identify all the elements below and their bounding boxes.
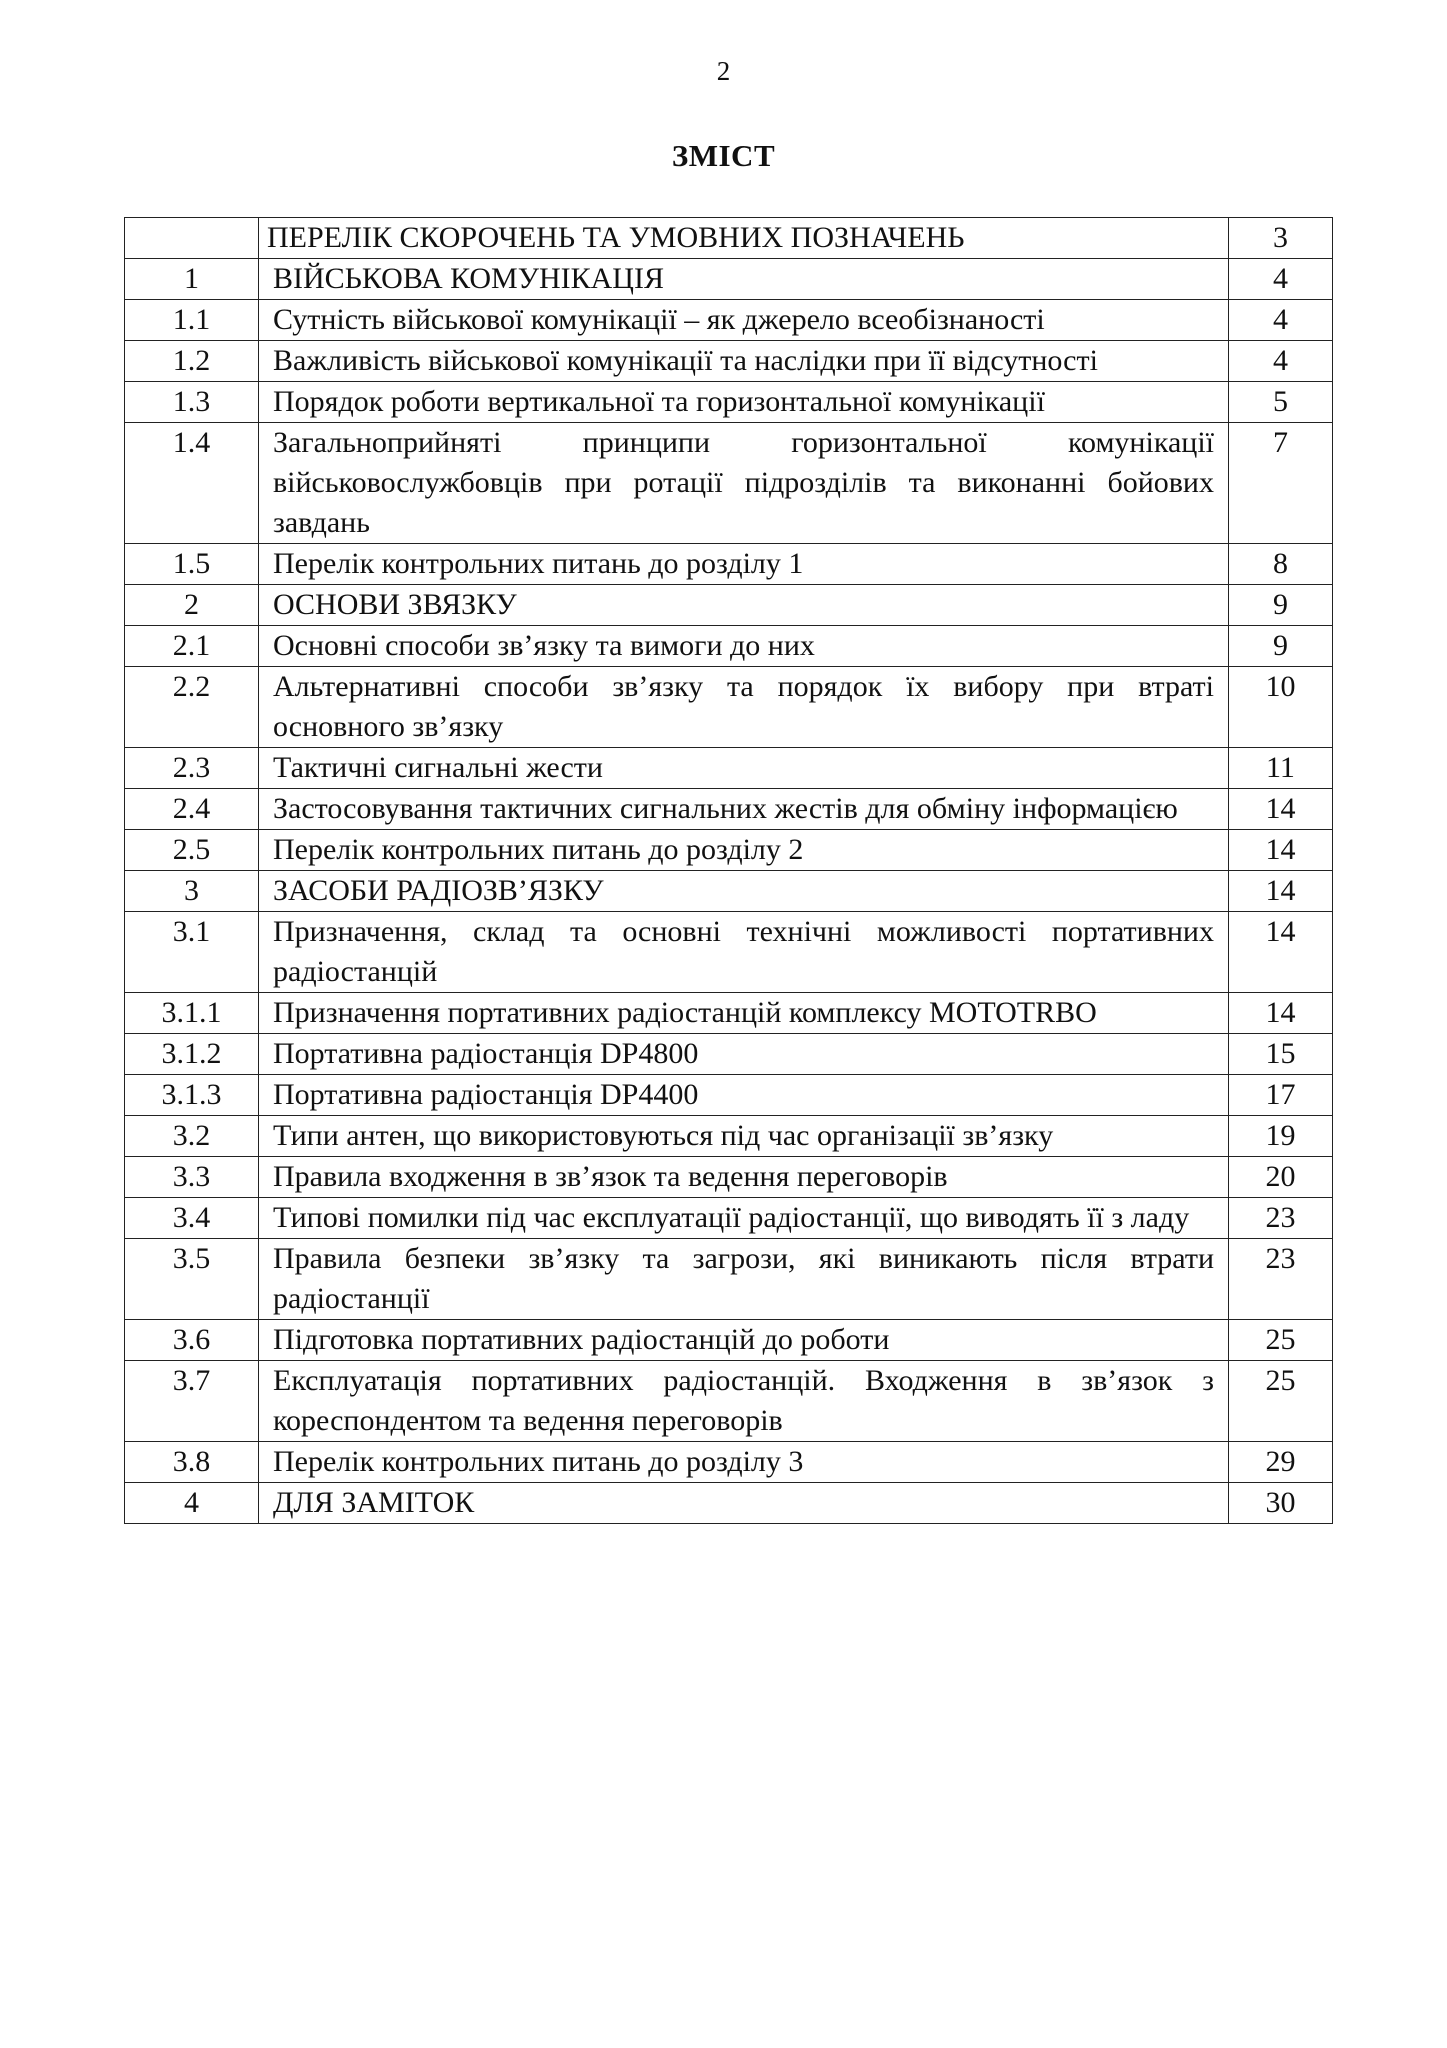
toc-page-number: 30: [1229, 1483, 1333, 1524]
toc-section-number: 1.5: [125, 544, 259, 585]
toc-page-number: 7: [1229, 423, 1333, 544]
toc-row: [125, 1116, 1333, 1157]
toc-section-number: 2.5: [125, 830, 259, 871]
toc-section-title: Порядок роботи вертикальної та горизонтальної комунікації: [259, 382, 1229, 423]
toc-section-title: ДЛЯ ЗАМІТОК: [259, 1483, 1229, 1524]
toc-page-number: 17: [1229, 1075, 1333, 1116]
toc-row: [125, 382, 1333, 423]
toc-page-number: 20: [1229, 1157, 1333, 1198]
toc-section-title: Перелік контрольних питань до розділу 3: [259, 1442, 1229, 1483]
toc-section-number: 3.2: [125, 1116, 259, 1157]
toc-section-number: 2: [125, 585, 259, 626]
toc-section-title: Застосовування тактичних сигнальних жестів для обміну інформацією: [259, 789, 1229, 830]
toc-section-title: Експлуатація портативних радіостанцій. Входження в зв’язок з кореспондентом та ведення переговорів: [259, 1361, 1229, 1442]
toc-section-title: Важливість військової комунікації та наслідки при її відсутності: [259, 341, 1229, 382]
toc-section-number: 3.5: [125, 1239, 259, 1320]
toc-page-number: 9: [1229, 626, 1333, 667]
toc-page-number: 29: [1229, 1442, 1333, 1483]
toc-page-number: 14: [1229, 912, 1333, 993]
toc-page-number: 11: [1229, 748, 1333, 789]
toc-section-title: Правила безпеки зв’язку та загрози, які виникають після втрати радіостанції: [259, 1239, 1229, 1320]
toc-page-number: 9: [1229, 585, 1333, 626]
toc-row: [125, 993, 1333, 1034]
toc-row: [125, 1483, 1333, 1524]
toc-section-title: ЗАСОБИ РАДІОЗВ’ЯЗКУ: [259, 871, 1229, 912]
toc-section-title: ВІЙСЬКОВА КОМУНІКАЦІЯ: [259, 259, 1229, 300]
toc-section-title: Альтернативні способи зв’язку та порядок їх вибору при втраті основного зв’язку: [259, 667, 1229, 748]
toc-section-number: 2.2: [125, 667, 259, 748]
toc-row: [125, 585, 1333, 626]
toc-section-title: Призначення портативних радіостанцій комплексу MOTOTRBO: [259, 993, 1229, 1034]
toc-section-number: 3.1.3: [125, 1075, 259, 1116]
page-number: 2: [716, 56, 731, 86]
toc-row: [125, 912, 1333, 993]
toc-page-number: 14: [1229, 871, 1333, 912]
toc-section-title: Тактичні сигнальні жести: [259, 748, 1229, 789]
toc-section-number: 2.1: [125, 626, 259, 667]
toc-section-number: 3: [125, 871, 259, 912]
toc-page-number: 14: [1229, 789, 1333, 830]
toc-section-title: Портативна радіостанція DP4400: [259, 1075, 1229, 1116]
toc-section-title: Призначення, склад та основні технічні можливості портативних радіостанцій: [259, 912, 1229, 993]
toc-section-title: Підготовка портативних радіостанцій до роботи: [259, 1320, 1229, 1361]
toc-section-title: Сутність військової комунікації – як джерело всеобізнаності: [259, 300, 1229, 341]
toc-page-number: 25: [1229, 1361, 1333, 1442]
toc-page-number: 14: [1229, 830, 1333, 871]
toc-section-title: ПЕРЕЛІК СКОРОЧЕНЬ ТА УМОВНИХ ПОЗНАЧЕНЬ: [259, 218, 1229, 259]
toc-page-number: 25: [1229, 1320, 1333, 1361]
toc-body: [125, 218, 1333, 1524]
toc-section-number: 1.4: [125, 423, 259, 544]
toc-section-title: Основні способи зв’язку та вимоги до них: [259, 626, 1229, 667]
toc-row: [125, 423, 1333, 544]
toc-page-number: 4: [1229, 259, 1333, 300]
toc-row: [125, 1442, 1333, 1483]
toc-row: [125, 300, 1333, 341]
toc-section-number: 3.1: [125, 912, 259, 993]
toc-row: [125, 1320, 1333, 1361]
toc-page-number: 4: [1229, 300, 1333, 341]
toc-page-number: 14: [1229, 993, 1333, 1034]
toc-section-number: [125, 218, 259, 259]
toc-section-number: 3.1.1: [125, 993, 259, 1034]
toc-section-number: 3.1.2: [125, 1034, 259, 1075]
toc-section-number: 1.1: [125, 300, 259, 341]
toc-section-number: 4: [125, 1483, 259, 1524]
toc-section-number: 3.6: [125, 1320, 259, 1361]
toc-row: [125, 1075, 1333, 1116]
page-title: ЗМІСТ: [671, 138, 776, 173]
toc-section-number: 1: [125, 259, 259, 300]
toc-section-title: Портативна радіостанція DP4800: [259, 1034, 1229, 1075]
toc-page-number: 4: [1229, 341, 1333, 382]
toc-section-number: 1.2: [125, 341, 259, 382]
toc-page-number: 5: [1229, 382, 1333, 423]
toc-row: [125, 1157, 1333, 1198]
toc-section-number: 3.8: [125, 1442, 259, 1483]
toc-page-number: 19: [1229, 1116, 1333, 1157]
toc-page-number: 3: [1229, 218, 1333, 259]
toc-section-title: Типи антен, що використовуються під час організації зв’язку: [259, 1116, 1229, 1157]
toc-row: [125, 626, 1333, 667]
toc-section-number: 3.4: [125, 1198, 259, 1239]
toc-page-number: 23: [1229, 1239, 1333, 1320]
toc-section-number: 3.3: [125, 1157, 259, 1198]
toc-section-title: Перелік контрольних питань до розділу 1: [259, 544, 1229, 585]
toc-row: [125, 1361, 1333, 1442]
toc-page-number: 15: [1229, 1034, 1333, 1075]
toc-row: [125, 341, 1333, 382]
toc-row: [125, 789, 1333, 830]
toc-section-number: 1.3: [125, 382, 259, 423]
table-of-contents: [124, 217, 1333, 1524]
toc-row: [125, 1034, 1333, 1075]
toc-section-title: ОСНОВИ ЗВЯЗКУ: [259, 585, 1229, 626]
toc-row: [125, 748, 1333, 789]
toc-section-number: 3.7: [125, 1361, 259, 1442]
toc-row: [125, 1239, 1333, 1320]
toc-page-number: 23: [1229, 1198, 1333, 1239]
toc-section-title: Загальноприйняті принципи горизонтальної комунікації військовослужбовців при ротації підрозділів та виконанні бойових завдань: [259, 423, 1229, 544]
toc-row: [125, 667, 1333, 748]
toc-section-title: Правила входження в зв’язок та ведення переговорів: [259, 1157, 1229, 1198]
toc-section-number: 2.4: [125, 789, 259, 830]
toc-row: [125, 218, 1333, 259]
toc-row: [125, 871, 1333, 912]
toc-section-title: Типові помилки під час експлуатації радіостанції, що виводять її з ладу: [259, 1198, 1229, 1239]
toc-section-number: 2.3: [125, 748, 259, 789]
toc-row: [125, 544, 1333, 585]
toc-page-number: 10: [1229, 667, 1333, 748]
toc-section-title: Перелік контрольних питань до розділу 2: [259, 830, 1229, 871]
toc-row: [125, 1198, 1333, 1239]
toc-page-number: 8: [1229, 544, 1333, 585]
toc-row: [125, 259, 1333, 300]
toc-row: [125, 830, 1333, 871]
